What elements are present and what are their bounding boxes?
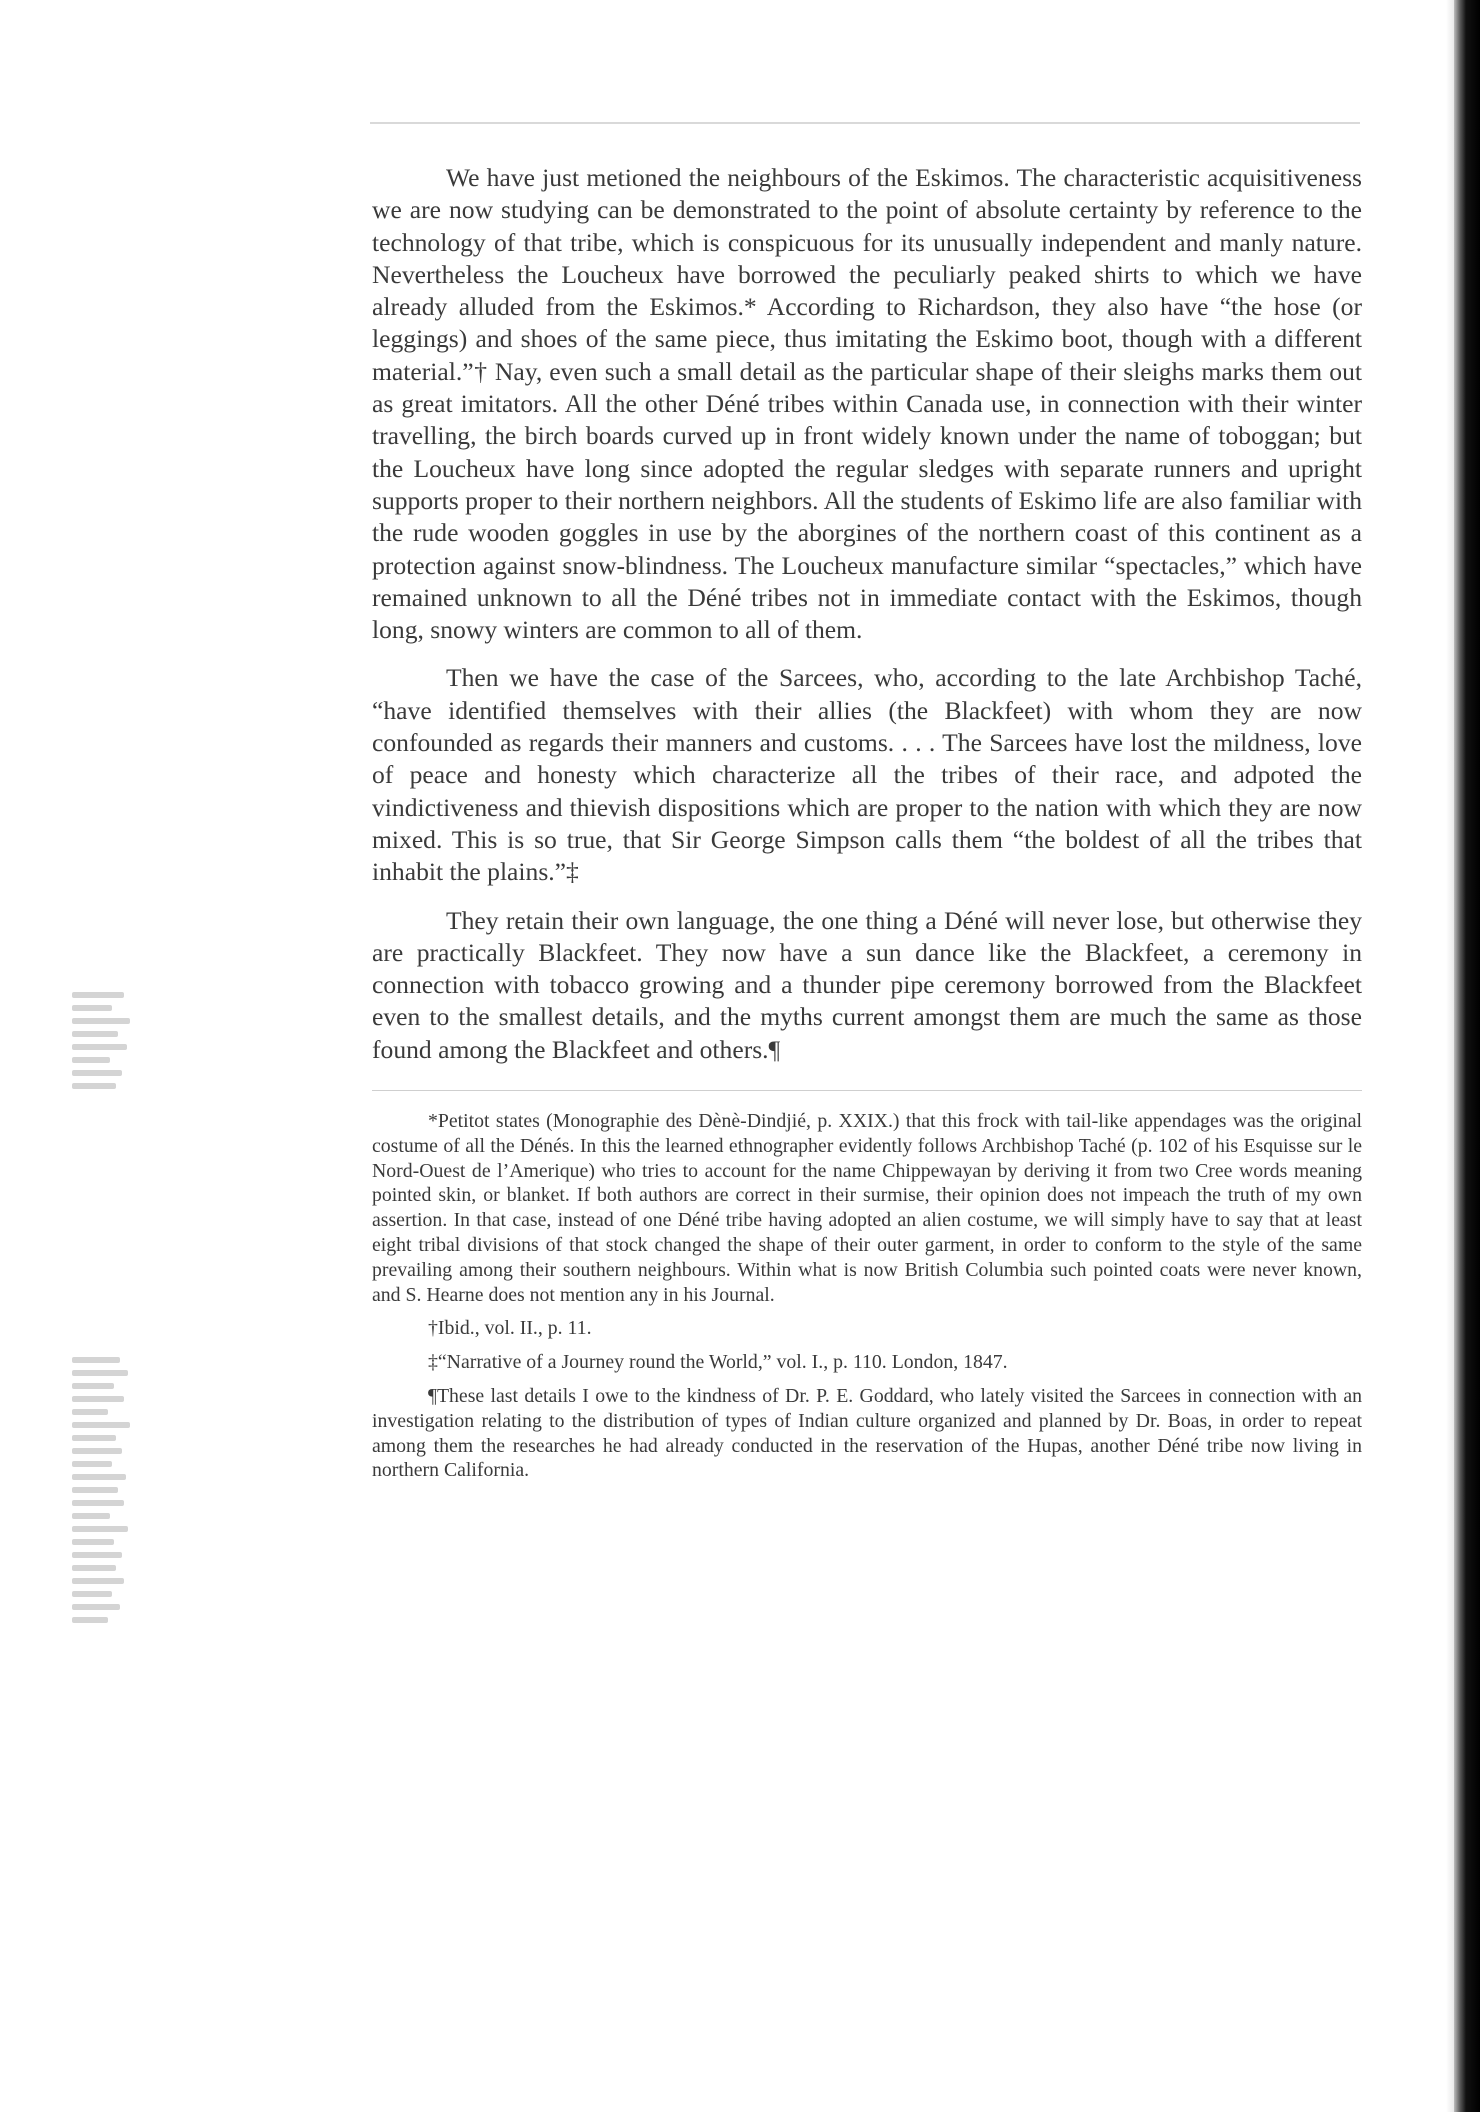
page-edge-shadow: [1454, 0, 1480, 2112]
footnotes: [372, 1109, 1362, 1483]
body-text: [372, 162, 1362, 1066]
show-through-text-left: [72, 985, 142, 1145]
page-content: [372, 162, 1362, 1483]
paragraph-sarcees: Then we have the case of the Sarcees, who, according to the late Archbishop Taché, “have identified themselves with their allies (the Blackfeet) with whom they are now confounded as regards their manners and customs. . . . The Sarcees have lost the mildness, love of peace and honesty which characterize all the tribes of their race, and adpoted the vindictiveness and thievish dispositions which are proper to the nation with which they are now mixed. This is so true, that Sir George Simpson calls them “the boldest of all the tribes that inhabit the plains.”‡: [372, 663, 1362, 887]
footnote-pilcrow: ¶These last details I owe to the kindness of Dr. P. E. Goddard, who lately visited the Sarcees in connection with an investigation relating to the distribution of types of Indian culture organized and planned by Dr. Boas, in order to repeat among them the researches he had already conducted in the reservation of the Hupas, another Déné tribe now living in northern California.: [372, 1384, 1362, 1482]
paragraph-loucheux: We have just metioned the neighbours of the Eskimos. The characteristic acquisitiveness we are now studying can be demonstrated to the point of absolute certainty by reference to the technology of that tribe, which is conspicuous for its unusually independent and manly nature. Nevertheless the Loucheux have borrowed the peculiarly peaked shirts to which we have already alluded from the Eskimos.* According to Richardson, they also have “the hose (or leggings) and shoes of the same piece, thus imitating the Eskimo boot, though with a different material.”† Nay, even such a small detail as the particular shape of their sleighs marks them out as great imitators. All the other Déné tribes within Canada use, in connection with their winter travelling, the birch boards curved up in front widely known under the name of toboggan; but the Loucheux have long since adopted the regular sledges with separate runners and upright supports proper to their northern neighbors. All the students of Eskimo life are also familiar with the rude wooden goggles in use by the aborgines of the northern coast of this continent as a protection against snow-blindness. The Loucheux manufacture similar “spectacles,” which have remained unknown to all the Déné tribes not in immediate contact with the Eskimos, though long, snowy winters are common to all of them.: [372, 163, 1362, 645]
page-edge-highlight: [1446, 0, 1454, 2112]
header-rule: [370, 122, 1360, 124]
footnote-asterisk: *Petitot states (Monographie des Dènè-Dindjié, p. XXIX.) that this frock with tail-like appendages was the original costume of all the Dénés. In this the learned ethnographer evidently follows Archbishop Taché (p. 102 of his Esquisse sur le Nord-Ouest de l’Amerique) who tries to account for the name Chippewayan by deriving it from two Cree words meaning pointed skin, or blanket. If both authors are correct in their surmise, their opinion does not impeach the truth of my own assertion. In that case, instead of one Déné tribe having adopted an alien costume, we will simply have to say that at least eight tribal divisions of that stock changed the shape of their outer garment, in order to conform to the style of the same prevailing among their southern neighbours. Within what is now British Columbia such pointed coats were never known, and S. Hearne does not mention any in his Journal.: [372, 1110, 1362, 1306]
show-through-text-left-lower: [72, 1350, 142, 1730]
paragraph-language: They retain their own language, the one thing a Déné will never lose, but otherwise they are practically Blackfeet. They now have a sun dance like the Blackfeet, a ceremony in connection with tobacco growing and a thunder pipe ceremony borrowed from the Blackfeet even to the smallest details, and the myths current amongst them are much the same as those found among the Blackfeet and others.¶: [372, 905, 1362, 1064]
footnote-rule: [372, 1090, 1362, 1091]
footnote-dagger: †Ibid., vol. II., p. 11.: [428, 1317, 592, 1340]
footnote-double-dagger: ‡“Narrative of a Journey round the World,” vol. I., p. 110. London, 1847.: [428, 1351, 1008, 1374]
